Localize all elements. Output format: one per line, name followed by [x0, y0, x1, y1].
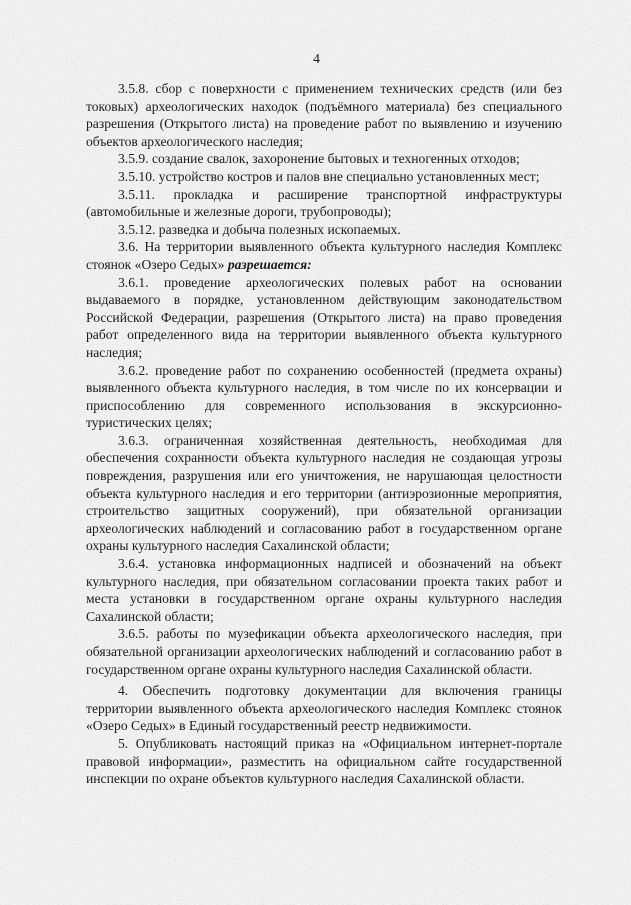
- paragraph-3-6-4: 3.6.4. установка информационных надписей и обозначений на объект культурного наследия, при обязательном согласовании проекта таких работ и места установки в государственном органе охраны культурного наследия Сахалинской области;: [86, 556, 562, 624]
- paragraph-3-6-5: 3.6.5. работы по музефикации объекта археологического наследия, при обязательной организации археологических наблюдений и согласованию работ в государственном органе охраны культурного наследия Сахалинской области.: [86, 626, 562, 677]
- paragraph-3-6-1: 3.6.1. проведение археологических полевых работ на основании выдаваемого в порядке, установленном действующим законодательством Российской Федерации, разрешения (Открытого листа) на право проведения работ определенного вида на территории выявленного объекта культурного наследия;: [86, 274, 562, 360]
- paragraph-4: 4. Обеспечить подготовку документации для включения границы территории выявленного объекта археологического наследия Комплекс стоянок «Озеро Седых» в Единый государственный реестр недвижимости.: [86, 683, 562, 734]
- paragraph-3-5-12: 3.5.12. разведка и добыча полезных ископаемых.: [118, 221, 401, 237]
- paragraph-3-5-11: 3.5.11. прокладка и расширение транспортной инфраструктуры (автомобильные и железные дороги, трубопроводы);: [86, 186, 562, 220]
- paragraph-3-5-10: 3.5.10. устройство костров и палов вне специально установленных мест;: [118, 168, 540, 184]
- paragraph-3-5-8: 3.5.8. сбор с поверхности с применением технических средств (или без токовых) археологических находок (подъёмного материала) без специального разрешения (Открытого листа) на проведение работ по выявлению и изучению объектов археологического наследия;: [86, 81, 562, 149]
- paragraph-3-5-9: 3.5.9. создание свалок, захоронение бытовых и техногенных отходов;: [118, 151, 520, 167]
- page-number: 4: [313, 52, 320, 67]
- paragraph-3-6-2: 3.6.2. проведение работ по сохранению особенностей (предмета охраны) выявленного объекта культурного наследия, в том числе по их консервации и приспособлению для современного использования в экскурсионно-туристических целях;: [86, 362, 562, 431]
- paragraph-3-6-3: 3.6.3. ограниченная хозяйственная деятельность, необходимая для обеспечения сохранности объекта культурного наследия не создающая угрозы повреждения, разрушения или его уничтожения, не нарушающая целостности объекта культурного наследия и его территории (антиэрозионные мероприятия, строительство защитных сооружений), при обязательной организации археологических наблюдений и согласованию работ в государственном органе охраны культурного наследия Сахалинской области;: [86, 432, 562, 554]
- document-body: [86, 80, 562, 788]
- paragraph-3-6: 3.6. На территории выявленного объекта культурного наследия Комплекс стоянок «Озеро Седых» разрешается:: [86, 239, 562, 272]
- permitted-emphasis: разрешается:: [227, 256, 312, 272]
- paragraph-5: 5. Опубликовать настоящий приказ на «Официальном интернет-портале правовой информации», разместить на официальном сайте государственной инспекции по охране объектов культурного наследия Сахалинской области.: [86, 735, 562, 787]
